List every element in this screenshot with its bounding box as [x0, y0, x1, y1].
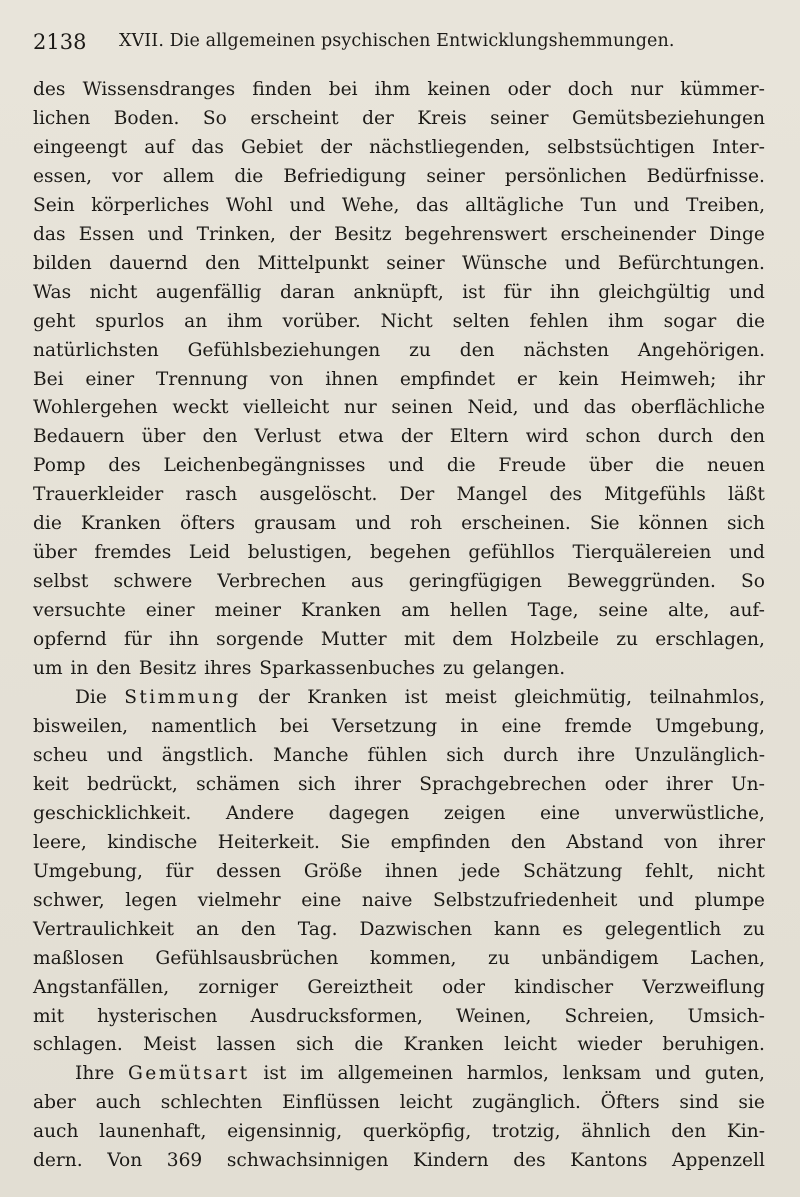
text-line: scheu und ängstlich. Manche fühlen sich durch ihre Unzulänglich-: [33, 744, 765, 766]
text-line: Wohlergehen weckt vielleicht nur seinen Neid, und das oberflächliche: [33, 397, 765, 419]
text-line: bisweilen, namentlich bei Versetzung in eine fremde Umgebung,: [33, 715, 765, 737]
text-line: auch launenhaft, eigensinnig, querköpfig, trotzig, ähnlich den Kin-: [33, 1121, 765, 1143]
text-line: essen, vor allem die Befriedigung seiner persönlichen Bedürfnisse.: [33, 165, 765, 187]
running-head: XVII. Die allgemeinen psychischen Entwicklungshemmungen.: [119, 31, 675, 51]
text-line: schlagen. Meist lassen sich die Kranken leicht wieder beruhigen.: [33, 1034, 765, 1056]
text-line: lichen Boden. So erscheint der Kreis seiner Gemütsbeziehungen: [33, 107, 765, 129]
text-line: Sein körperliches Wohl und Wehe, das alltägliche Tun und Treiben,: [33, 194, 765, 216]
text-line: selbst schwere Verbrechen aus geringfügigen Beweggründen. So: [33, 571, 765, 593]
page-number: 2138: [33, 30, 87, 54]
text-line: Vertraulichkeit an den Tag. Dazwischen kann es gelegentlich zu: [33, 918, 765, 940]
text-line: das Essen und Trinken, der Besitz begehrenswert erscheinender Dinge: [33, 223, 765, 245]
text-line: Umgebung, für dessen Größe ihnen jede Schätzung fehlt, nicht: [33, 860, 765, 882]
text-line: um in den Besitz ihres Sparkassenbuches zu gelangen.: [33, 658, 566, 680]
text-line: die Kranken öfters grausam und roh erscheinen. Sie können sich: [33, 513, 765, 535]
text-line: dern. Von 369 schwachsinnigen Kindern des Kantons Appenzell: [33, 1150, 765, 1172]
text-line: Trauerkleider rasch ausgelöscht. Der Mangel des Mitgefühls läßt: [33, 484, 765, 506]
text-line: Was nicht augenfällig daran anknüpft, ist für ihn gleichgültig und: [33, 281, 765, 303]
text-line: natürlichsten Gefühlsbeziehungen zu den nächsten Angehörigen.: [33, 339, 765, 361]
body-text: [33, 76, 765, 1176]
text-line: keit bedrückt, schämen sich ihrer Sprachgebrechen oder ihrer Un-: [33, 773, 765, 795]
text-line: Angstanfällen, zorniger Gereiztheit oder kindischer Verzweiflung: [33, 976, 765, 998]
text-line: Ihre Gemütsart ist im allgemeinen harmlos, lenksam und guten,: [75, 1063, 765, 1085]
text-line: Bei einer Trennung von ihnen empfindet er kein Heimweh; ihr: [33, 368, 765, 390]
text-line: versuchte einer meiner Kranken am hellen Tage, seine alte, auf-: [33, 600, 765, 622]
text-line: mit hysterischen Ausdrucksformen, Weinen, Schreien, Umsich-: [33, 1005, 765, 1027]
page-header: [33, 30, 760, 62]
text-line: schwer, legen vielmehr eine naive Selbstzufriedenheit und plumpe: [33, 889, 765, 911]
text-line: maßlosen Gefühlsausbrüchen kommen, zu unbändigem Lachen,: [33, 947, 765, 969]
text-line: leere, kindische Heiterkeit. Sie empfinden den Abstand von ihrer: [33, 831, 765, 853]
text-line: bilden dauernd den Mittelpunkt seiner Wünsche und Befürchtungen.: [33, 252, 765, 274]
text-line: über fremdes Leid belustigen, begehen gefühllos Tierquälereien und: [33, 542, 765, 564]
text-line: geschicklichkeit. Andere dagegen zeigen eine unverwüstliche,: [33, 802, 765, 824]
text-line: Pomp des Leichenbegängnisses und die Freude über die neuen: [33, 455, 765, 477]
text-line: des Wissensdranges finden bei ihm keinen oder doch nur kümmer-: [33, 79, 765, 100]
text-line: eingeengt auf das Gebiet der nächstliegenden, selbstsüchtigen Inter-: [33, 136, 765, 158]
text-line: Die Stimmung der Kranken ist meist gleichmütig, teilnahmlos,: [75, 687, 765, 709]
text-line: Bedauern über den Verlust etwa der Eltern wird schon durch den: [33, 426, 765, 448]
text-line: opfernd für ihn sorgende Mutter mit dem Holzbeile zu erschlagen,: [33, 629, 765, 651]
text-line: geht spurlos an ihm vorüber. Nicht selten fehlen ihm sogar die: [33, 310, 765, 332]
text-line: aber auch schlechten Einflüssen leicht zugänglich. Öfters sind sie: [33, 1092, 765, 1114]
